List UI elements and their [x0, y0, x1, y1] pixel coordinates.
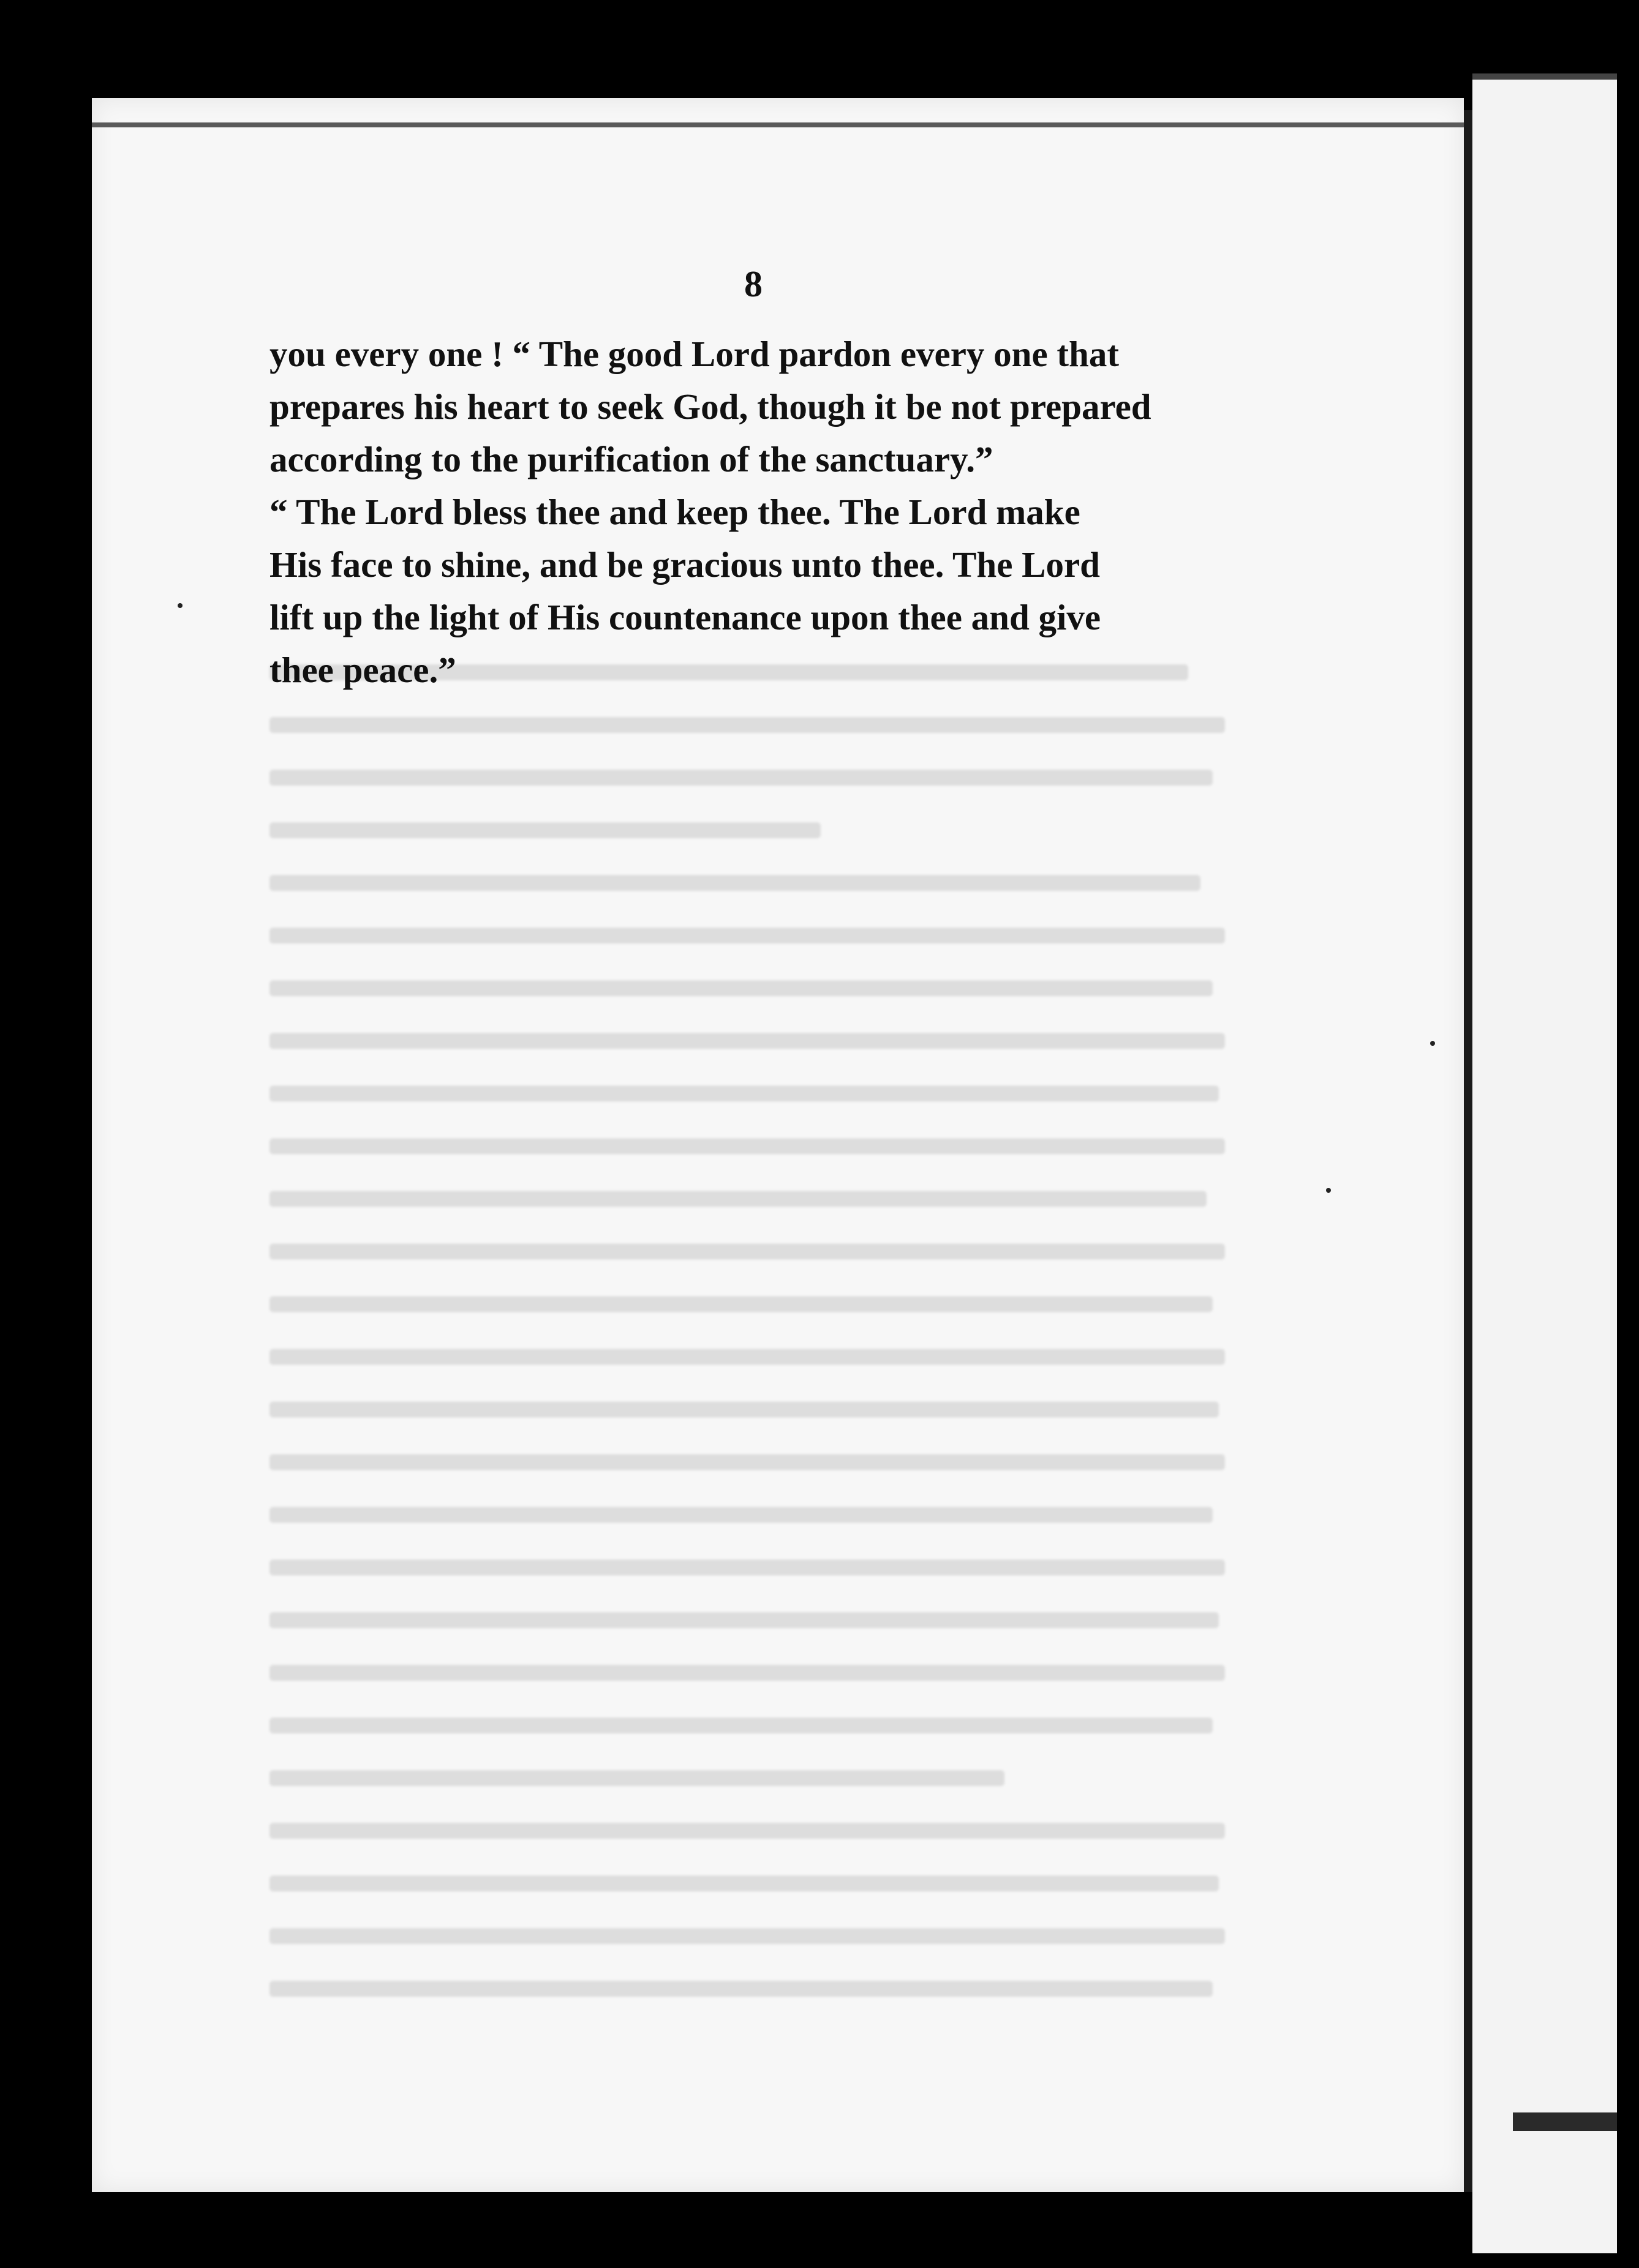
- body-text: [269, 328, 1237, 696]
- scan-speck: [1430, 1041, 1435, 1046]
- text-line: “ The Lord bless thee and keep thee. The Lord make: [269, 492, 1080, 532]
- page-number: 8: [744, 264, 763, 304]
- text-line: His face to shine, and be gracious unto thee. The Lord: [269, 544, 1100, 585]
- adjacent-page-bottom-mark: [1513, 2112, 1617, 2131]
- text-line: prepares his heart to seek God, though it be not prepared: [269, 386, 1151, 427]
- text-line: according to the purification of the sanctuary.”: [269, 439, 993, 479]
- scan-speck: [1326, 1188, 1331, 1193]
- page-top-rule: [92, 122, 1464, 127]
- show-through-text: [269, 643, 1237, 2012]
- scan-speck: [178, 603, 183, 608]
- adjacent-page-top-rule: [1472, 73, 1617, 80]
- text-line: you every one ! “ The good Lord pardon every one that: [269, 334, 1120, 374]
- text-line: lift up the light of His countenance upon thee and give: [269, 597, 1101, 637]
- adjacent-page-edge: [1472, 73, 1617, 2253]
- page-right-edge: [1464, 110, 1472, 2192]
- text-line: thee peace.”: [269, 650, 456, 690]
